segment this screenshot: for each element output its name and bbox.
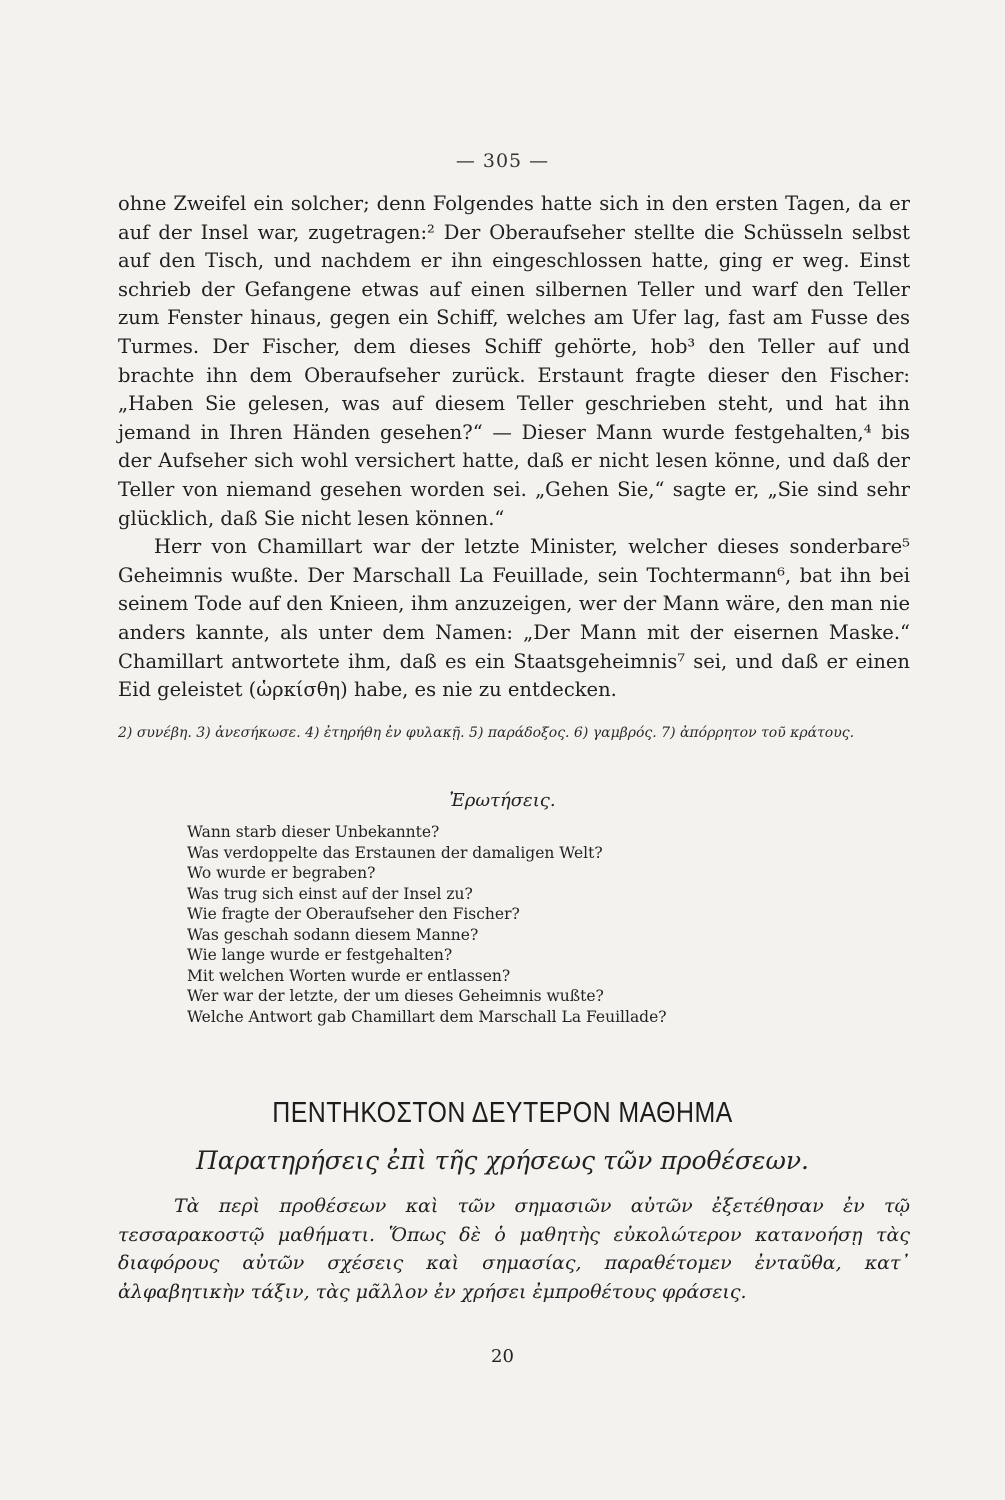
footnotes: 2) συνέβη. 3) ἀνεσήκωσε. 4) ἐτηρήθη ἐν φυλακῇ. 5) παράδοξος. 6) γαμβρός. 7) ἀπόρρητον τοῦ κράτους. bbox=[118, 725, 855, 741]
question-item: Wer war der letzte, der um dieses Geheimnis wußte? bbox=[187, 987, 604, 1005]
question-item: Wann starb dieser Unbekannte? bbox=[187, 823, 440, 841]
questions-heading: Ἐρωτήσεις. bbox=[449, 790, 556, 811]
question-item: Was trug sich einst auf der Insel zu? bbox=[187, 884, 473, 903]
signature-mark: 20 bbox=[491, 1346, 514, 1367]
lesson-body: Τὰ περὶ προθέσεων καὶ τῶν σημασιῶν αὐτῶν ἐξετέθησαν ἐν τῷ τεσσαρακοστῷ μαθήματι. Ὅπως δὲ ὁ μαθητὴς εὐκολώτερον κατανοήσῃ τὰς διαφόρους αὐτῶν σχέσεις καὶ σημασίας, παραθέτομεν ἐνταῦθα, κατ᾽ ἀλφαβητικὴν τάξιν, τὰς μᾶλλον ἐν χρήσει ἐμπροθέτους φράσεις. bbox=[118, 1195, 910, 1303]
question-item: Mit welchen Worten wurde er entlassen? bbox=[187, 966, 511, 985]
paragraph: Herr von Chamillart war der letzte Minister, welcher dieses sonderbare⁵ Geheimnis wußte. Der Marschall La Feuillade, sein Tochtermann⁶, bat ihn bei seinem Tode auf den Knieen, ihm anzuzeigen, wer der Mann wäre, den man nie anders kannte, als unter dem Namen: „Der Mann mit der eisernen Maske.“ Chamillart antwortete ihm, daß es ein Staatsgeheimnis⁷ sei, und daß er einen Eid geleistet (ὡρκίσθη) habe, es nie zu entdecken. bbox=[118, 535, 910, 702]
question-item: Welche Antwort gab Chamillart dem Marschall La Feuillade? bbox=[187, 1007, 667, 1026]
question-item: Was geschah sodann diesem Manne? bbox=[187, 925, 479, 944]
story-text bbox=[118, 190, 910, 705]
question-item: Wie fragte der Oberaufseher den Fischer? bbox=[187, 905, 520, 923]
question-item: Wie lange wurde er festgehalten? bbox=[187, 946, 453, 964]
question-item: Wo wurde er begraben? bbox=[187, 864, 376, 882]
paragraph: ohne Zweifel ein solcher; denn Folgendes hatte sich in den ersten Tagen, da er auf der Insel war, zugetragen:² Der Oberaufseher stellte die Schüsseln selbst auf den Tisch, und nachdem er ihn eingeschlossen hatte, ging er weg. Einst schrieb der Gefangene etwas auf einen silbernen Teller und warf den Teller zum Fenster hinaus, gegen ein Schiff, welches am Ufer lag, fast am Fusse des Turmes. Der Fischer, dem dieses Schiff gehörte, hob³ den Teller auf und brachte ihn dem Oberaufseher zurück. Erstaunt fragte dieser den Fischer: „Haben Sie gelesen, was auf diesem Teller geschrieben steht, und hat ihn jemand in Ihren Händen gesehen?“ — Dieser Mann wurde festgehalten,⁴ bis der Aufseher sich wohl versichert hatte, daß er nicht lesen könne, und daß der Teller von niemand gesehen worden sei. „Gehen Sie,“ sagte er, „Sie sind sehr glücklich, daß Sie nicht lesen können.“ bbox=[118, 192, 910, 530]
question-item: Was verdoppelte das Erstaunen der damaligen Welt? bbox=[187, 843, 603, 862]
questions-list bbox=[187, 822, 787, 1027]
page-number: — 305 — bbox=[455, 150, 550, 172]
lesson-subtitle: Παρατηρήσεις ἐπὶ τῆς χρήσεως τῶν προθέσεων. bbox=[196, 1146, 809, 1175]
lesson-title: ΠΕΝΤΗΚΟΣΤΟΝ ΔΕΥΤΕΡΟΝ ΜΑΘΗΜΑ bbox=[272, 1097, 733, 1129]
